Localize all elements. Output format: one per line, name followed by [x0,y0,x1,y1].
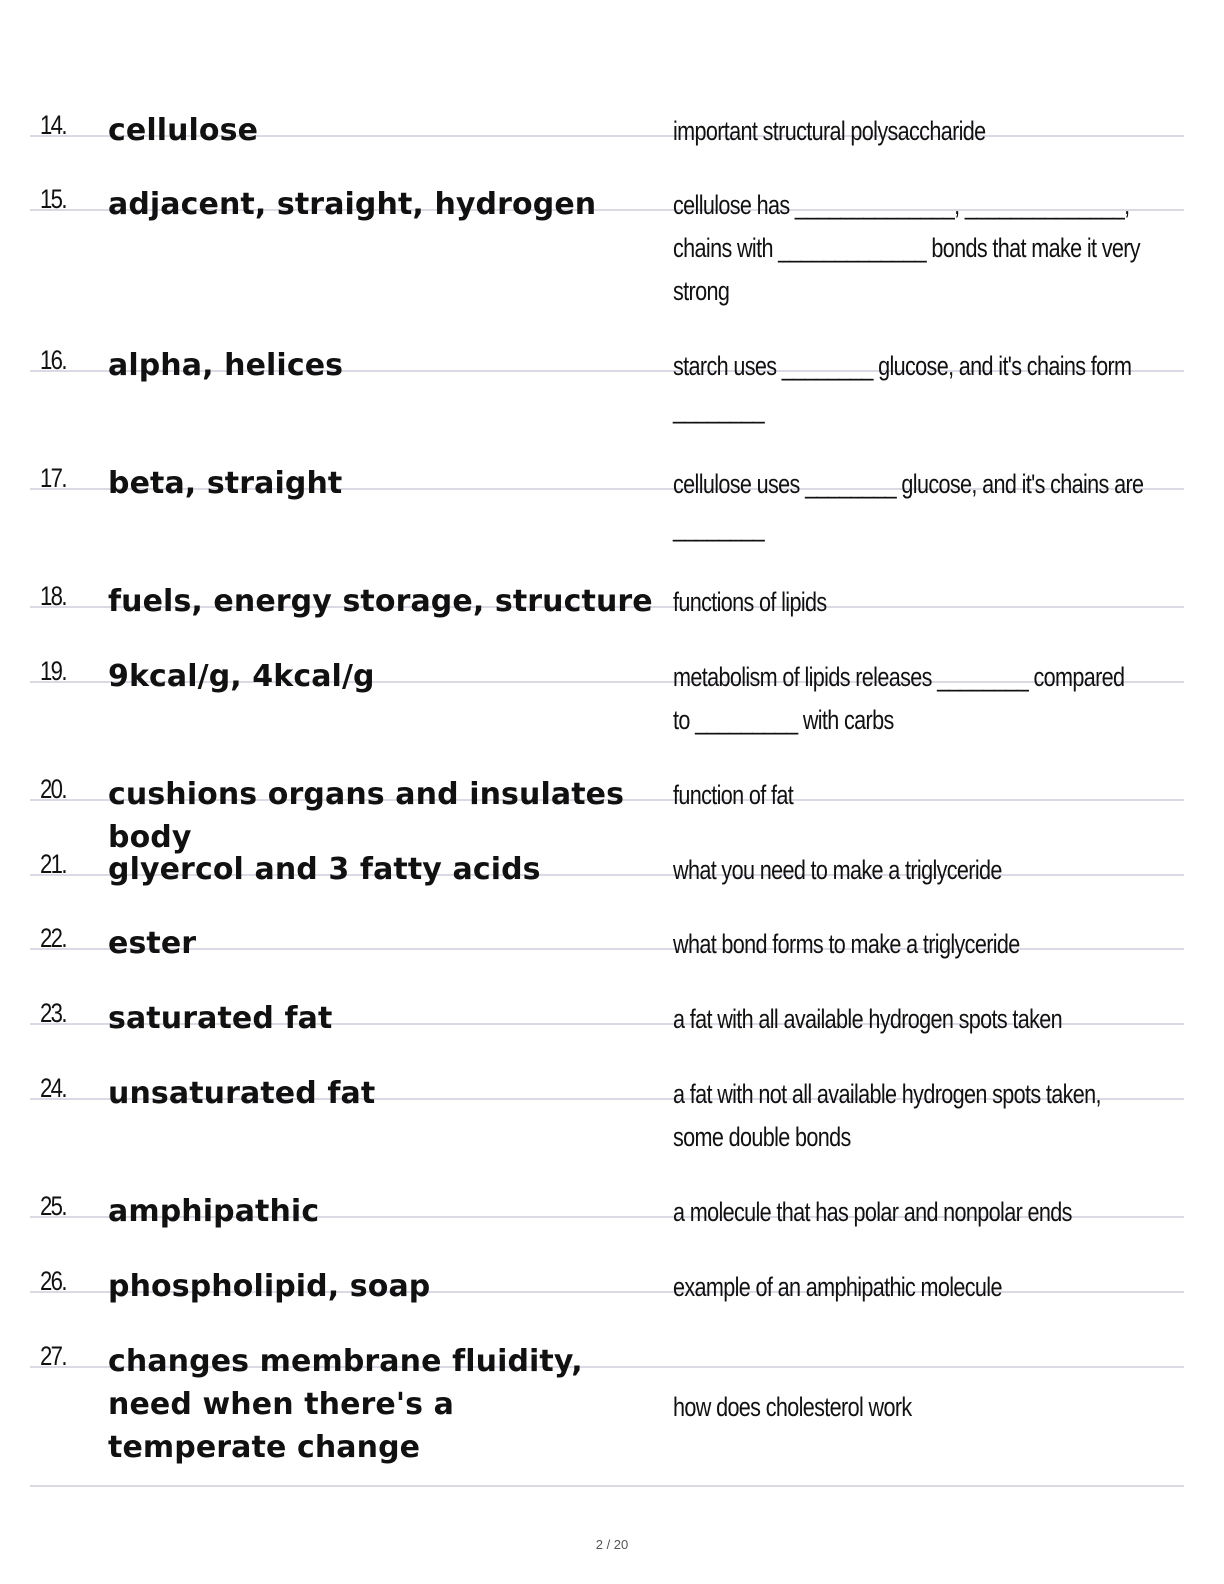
term-text: saturated fat [108,1001,333,1036]
definition-line: starch uses ________ glucose, and it's chains form [673,351,1132,381]
definition-text [673,184,1173,313]
definition-line: cellulose uses ________ glucose, and it's chains are [673,469,1144,499]
definition-text [673,849,1173,892]
item-number: 22. [40,923,66,953]
definition-line: functions of lipids [673,587,827,617]
item-number: 16. [40,345,66,375]
footer-divider [30,1485,1184,1487]
item-number: 20. [40,774,66,804]
term-text: changes membrane fluidity, need when there's a temperate change [108,1344,583,1465]
item-number: 18. [40,581,66,611]
item-number: 15. [40,184,66,214]
definition-text [673,345,1173,431]
item-number: 17. [40,463,66,493]
term-text: adjacent, straight, hydrogen [108,187,597,222]
definition-text [673,1386,1173,1429]
term-text: 9kcal/g, 4kcal/g [108,659,375,694]
definition-line: ________ [673,394,764,424]
definition-line: strong [673,276,730,306]
term-text: beta, straight [108,466,343,501]
term-text: alpha, helices [108,348,344,383]
term-text: unsaturated fat [108,1076,376,1111]
page-number: 2 / 20 [595,1537,629,1552]
definition-text [673,110,1173,153]
definition-text [673,656,1173,742]
definition-text [673,774,1173,817]
term-text: cellulose [108,113,259,148]
definition-line: chains with _____________ bonds that make it very [673,233,1140,263]
term-text: fuels, energy storage, structure [108,584,653,619]
term-text: ester [108,926,197,961]
definition-line: what you need to make a triglyceride [673,855,1002,885]
definition-text [673,923,1173,966]
definition-line: metabolism of lipids releases ________ compared [673,662,1125,692]
definition-line: a molecule that has polar and nonpolar ends [673,1197,1072,1227]
item-number: 27. [40,1341,66,1371]
definition-line: important structural polysaccharide [673,116,986,146]
term-text: phospholipid, soap [108,1269,431,1304]
definition-line: how does cholesterol work [673,1392,912,1422]
definition-line: example of an amphipathic molecule [673,1272,1002,1302]
definition-line: what bond forms to make a triglyceride [673,929,1020,959]
definition-line: cellulose has ______________, ______________, [673,190,1130,220]
term-text: glyercol and 3 fatty acids [108,852,541,887]
definition-line: a fat with not all available hydrogen spots taken, [673,1079,1101,1109]
definition-text [673,463,1173,549]
definition-text [673,581,1173,624]
definition-line: ________ [673,512,764,542]
item-number: 25. [40,1191,66,1221]
item-number: 26. [40,1266,66,1296]
term-text: cushions organs and insulates body [108,777,625,855]
item-number: 23. [40,998,66,1028]
definition-text [673,998,1173,1041]
definition-text [673,1266,1173,1309]
definition-line: some double bonds [673,1122,851,1152]
item-number: 24. [40,1073,66,1103]
definition-text [673,1073,1173,1159]
definition-line: a fat with all available hydrogen spots taken [673,1004,1063,1034]
term-text: amphipathic [108,1194,320,1229]
item-number: 19. [40,656,66,686]
definition-text [673,1191,1173,1234]
definition-line: to _________ with carbs [673,705,894,735]
item-number: 21. [40,849,66,879]
definition-line: function of fat [673,780,794,810]
item-number: 14. [40,110,66,140]
